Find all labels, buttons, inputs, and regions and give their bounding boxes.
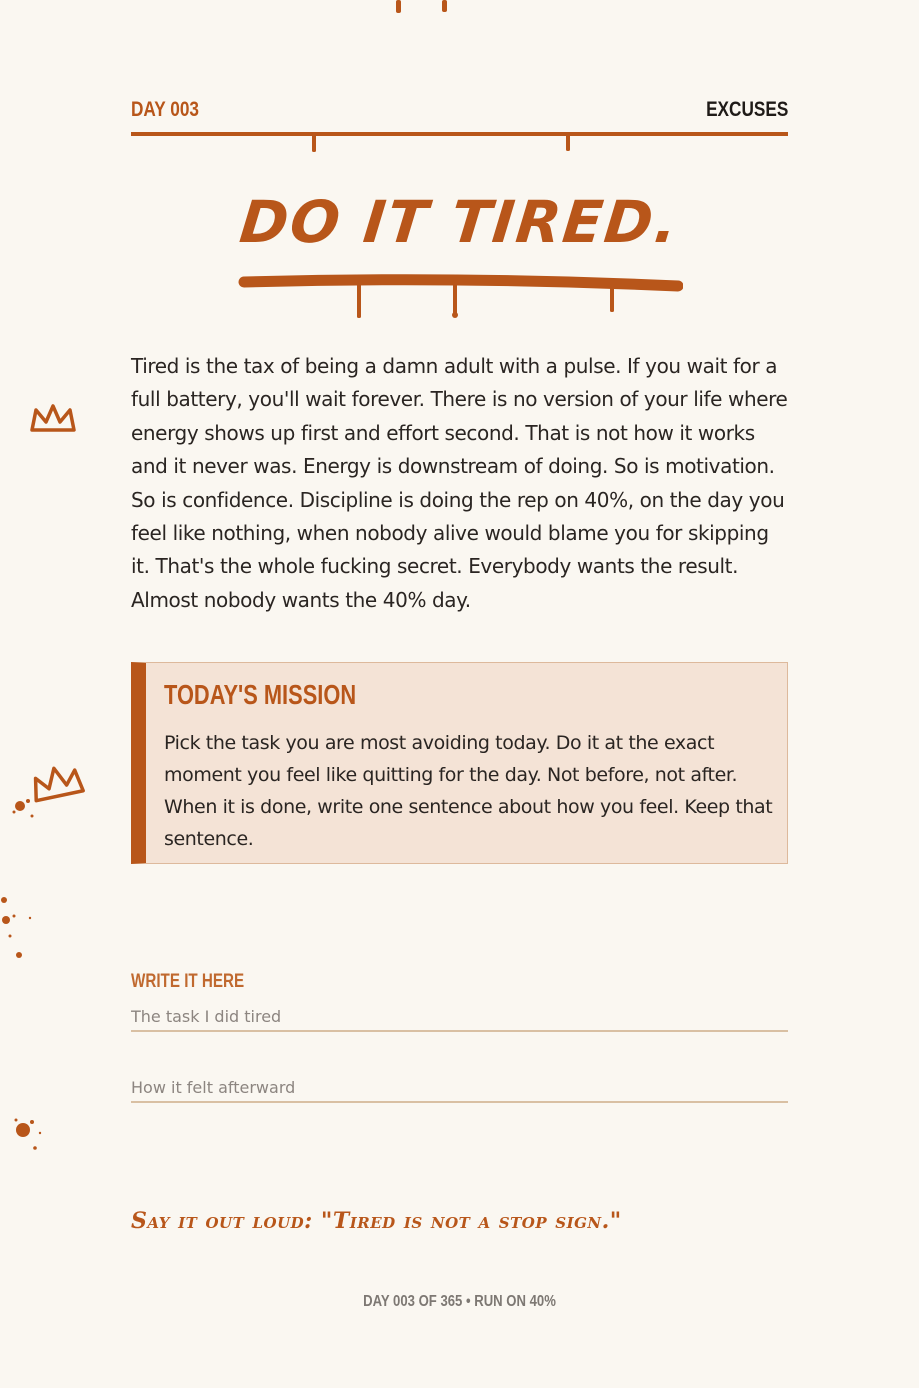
affirmation-text: Say it out loud: "Tired is not a stop sign.": [131, 1208, 622, 1234]
paint-splatter-icon: [8, 1112, 48, 1154]
paint-splatter-icon: [0, 892, 40, 962]
title-underline: [238, 272, 683, 324]
theme-label: EXCUSES: [705, 98, 788, 121]
drip-icon: [390, 0, 460, 20]
write-label: WRITE IT HERE: [131, 971, 245, 992]
footer-text: DAY 003 OF 365 • RUN ON 40%: [363, 1293, 556, 1310]
day-label: DAY 003: [131, 98, 199, 121]
page-title: DO IT TIRED.: [236, 188, 683, 256]
header-divider: [131, 132, 788, 154]
task-input[interactable]: [131, 1002, 788, 1032]
mission-text: Pick the task you are most avoiding today. Do it at the exact moment you feel like quitting for the day. Not before, not after. When it is done, write one sentence about how you feel. Keep that sentence.: [164, 732, 773, 850]
mission-title: TODAY'S MISSION: [164, 679, 357, 710]
mission-box: [131, 662, 788, 864]
crown-icon: [28, 402, 78, 436]
page-header: [131, 96, 788, 126]
paint-splatter-icon: [6, 792, 42, 822]
body-text: Tired is the tax of being a damn adult with a pulse. If you wait for a full battery, you'll wait forever. There is no version of your life where energy shows up first and effort second. That is not how it works and it never was. Energy is downstream of doing. So is motivation. So is confidence. Discipline is doing the rep on 40%, on the day you feel like nothing, when nobody alive would blame you for skipping it. That's the whole fucking secret. Everybody wants the result. Almost nobody wants the 40% day.: [131, 354, 788, 612]
page-footer: [0, 1293, 919, 1311]
feeling-input[interactable]: [131, 1073, 788, 1103]
